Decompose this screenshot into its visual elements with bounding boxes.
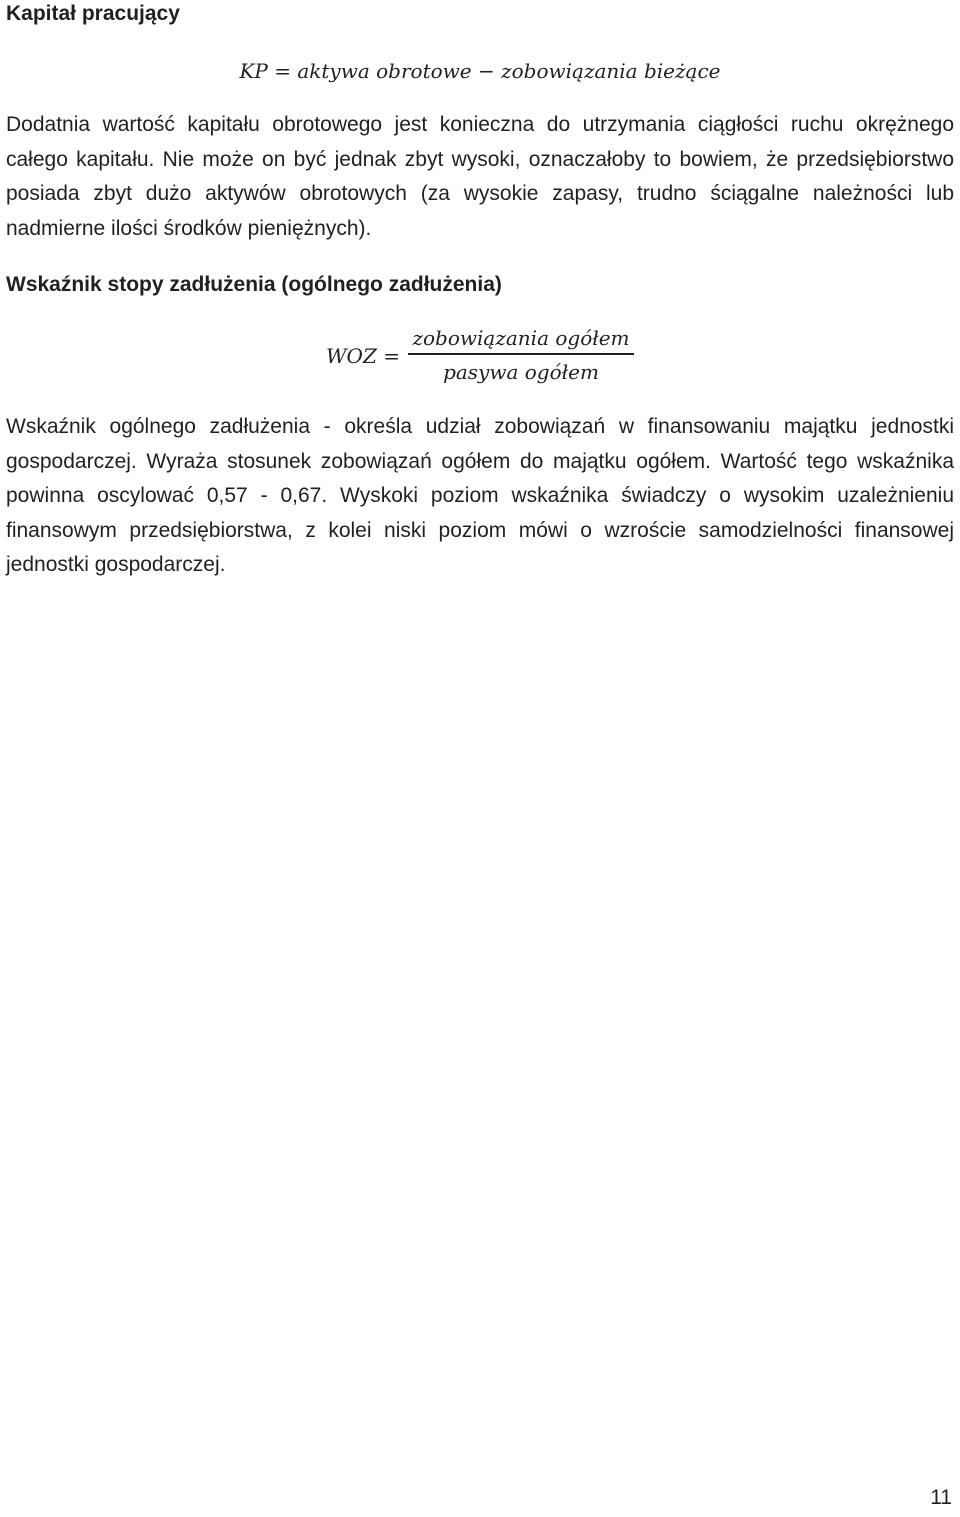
formula-denominator: pasywa ogółem: [443, 360, 599, 384]
formula-numerator: zobowiązania ogółem: [412, 326, 630, 350]
section-heading-working-capital: Kapitał pracujący: [6, 2, 180, 25]
formula-fraction: [408, 324, 634, 386]
page-number: 11: [930, 1486, 952, 1509]
section-heading-debt-ratio: Wskaźnik stopy zadłużenia (ogólnego zadłużenia): [6, 273, 502, 296]
formula-working-capital: KP = aktywa obrotowe − zobowiązania bieżące: [239, 59, 721, 83]
paragraph-working-capital: Dodatnia wartość kapitału obrotowego jest konieczna do utrzymania ciągłości ruchu okrężnego całego kapitału. Nie może on być jednak zbyt wysoki, oznaczałoby to bowiem, że przedsiębiorstwo posiada zbyt dużo aktywów obrotowych (za wysokie zapasy, trudno ściągalne należności lub nadmierne ilości środków pieniężnych).: [6, 113, 954, 240]
paragraph-debt-ratio: Wskaźnik ogólnego zadłużenia - określa udział zobowiązań w finansowaniu majątku jednostki gospodarczej. Wyraża stosunek zobowiązań ogółem do majątku ogółem. Wartość tego wskaźnika powinna oscylować 0,57 - 0,67. Wyskoki poziom wskaźnika świadczy o wysokim uzależnieniu finansowym przedsiębiorstwa, z kolei niski poziom mówi o wzroście samodzielności finansowej jednostki gospodarczej.: [6, 415, 954, 576]
formula-lhs: WOZ =: [326, 344, 400, 368]
fraction-bar: [408, 353, 634, 355]
